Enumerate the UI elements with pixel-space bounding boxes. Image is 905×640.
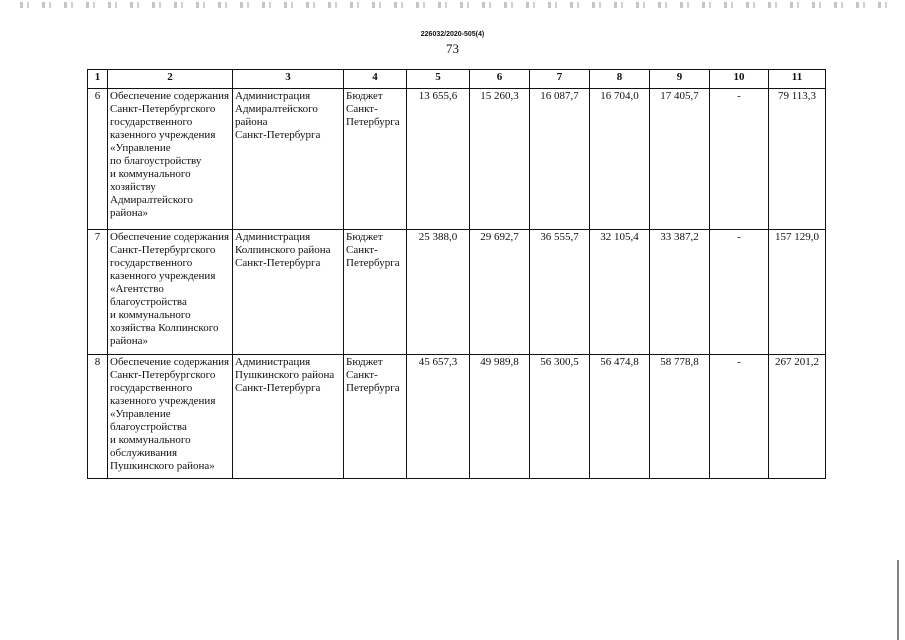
source-cell: Бюджет Санкт- Петербурга (344, 89, 407, 230)
source-cell: Бюджет Санкт- Петербурга (344, 355, 407, 479)
purpose-cell: Обеспечение содержания Санкт-Петербургского государственного казенного учреждения «Управление благоустройства и коммунального обслуживания Пушкинского района» (108, 355, 233, 479)
value-cell: - (710, 355, 769, 479)
column-header: 2 (108, 70, 233, 89)
value-cell: 17 405,7 (650, 89, 710, 230)
scan-artifact-top (20, 2, 900, 8)
value-cell: 45 657,3 (407, 355, 470, 479)
column-header: 11 (769, 70, 826, 89)
purpose-cell: Обеспечение содержания Санкт-Петербургского государственного казенного учреждения «Управление по благоустройству и коммунального хозяйству Адмиралтейского района» (108, 89, 233, 230)
purpose-cell: Обеспечение содержания Санкт-Петербургского государственного казенного учреждения «Агентство благоустройства и коммунального хозяйства Колпинского района» (108, 230, 233, 355)
column-header: 7 (530, 70, 590, 89)
column-header: 4 (344, 70, 407, 89)
value-cell: 32 105,4 (590, 230, 650, 355)
source-cell: Бюджет Санкт- Петербурга (344, 230, 407, 355)
value-cell: - (710, 89, 769, 230)
total-cell: 157 129,0 (769, 230, 826, 355)
column-header: 5 (407, 70, 470, 89)
scan-artifact-edge (897, 560, 899, 640)
value-cell: 49 989,8 (470, 355, 530, 479)
budget-table (87, 69, 826, 479)
value-cell: 58 778,8 (650, 355, 710, 479)
total-cell: 267 201,2 (769, 355, 826, 479)
total-cell: 79 113,3 (769, 89, 826, 230)
executor-cell: Администрация Пушкинского района Санкт-Петербурга (233, 355, 344, 479)
row-number: 7 (88, 230, 108, 355)
value-cell: 16 087,7 (530, 89, 590, 230)
executor-cell: Администрация Адмиралтейского района Санкт-Петербурга (233, 89, 344, 230)
column-header: 1 (88, 70, 108, 89)
value-cell: 36 555,7 (530, 230, 590, 355)
table-row (88, 89, 826, 230)
value-cell: 56 474,8 (590, 355, 650, 479)
column-header: 6 (470, 70, 530, 89)
column-header: 3 (233, 70, 344, 89)
value-cell: 56 300,5 (530, 355, 590, 479)
row-number: 6 (88, 89, 108, 230)
value-cell: 15 260,3 (470, 89, 530, 230)
value-cell: - (710, 230, 769, 355)
value-cell: 29 692,7 (470, 230, 530, 355)
column-header: 8 (590, 70, 650, 89)
column-header: 10 (710, 70, 769, 89)
header-row (88, 70, 826, 89)
table-row (88, 355, 826, 479)
document-code: 226032/2020-505(4) (420, 31, 485, 38)
column-header: 9 (650, 70, 710, 89)
page-number: 73 (446, 41, 459, 56)
table-row (88, 230, 826, 355)
executor-cell: Администрация Колпинского района Санкт-Петербурга (233, 230, 344, 355)
value-cell: 13 655,6 (407, 89, 470, 230)
value-cell: 33 387,2 (650, 230, 710, 355)
value-cell: 25 388,0 (407, 230, 470, 355)
row-number: 8 (88, 355, 108, 479)
value-cell: 16 704,0 (590, 89, 650, 230)
